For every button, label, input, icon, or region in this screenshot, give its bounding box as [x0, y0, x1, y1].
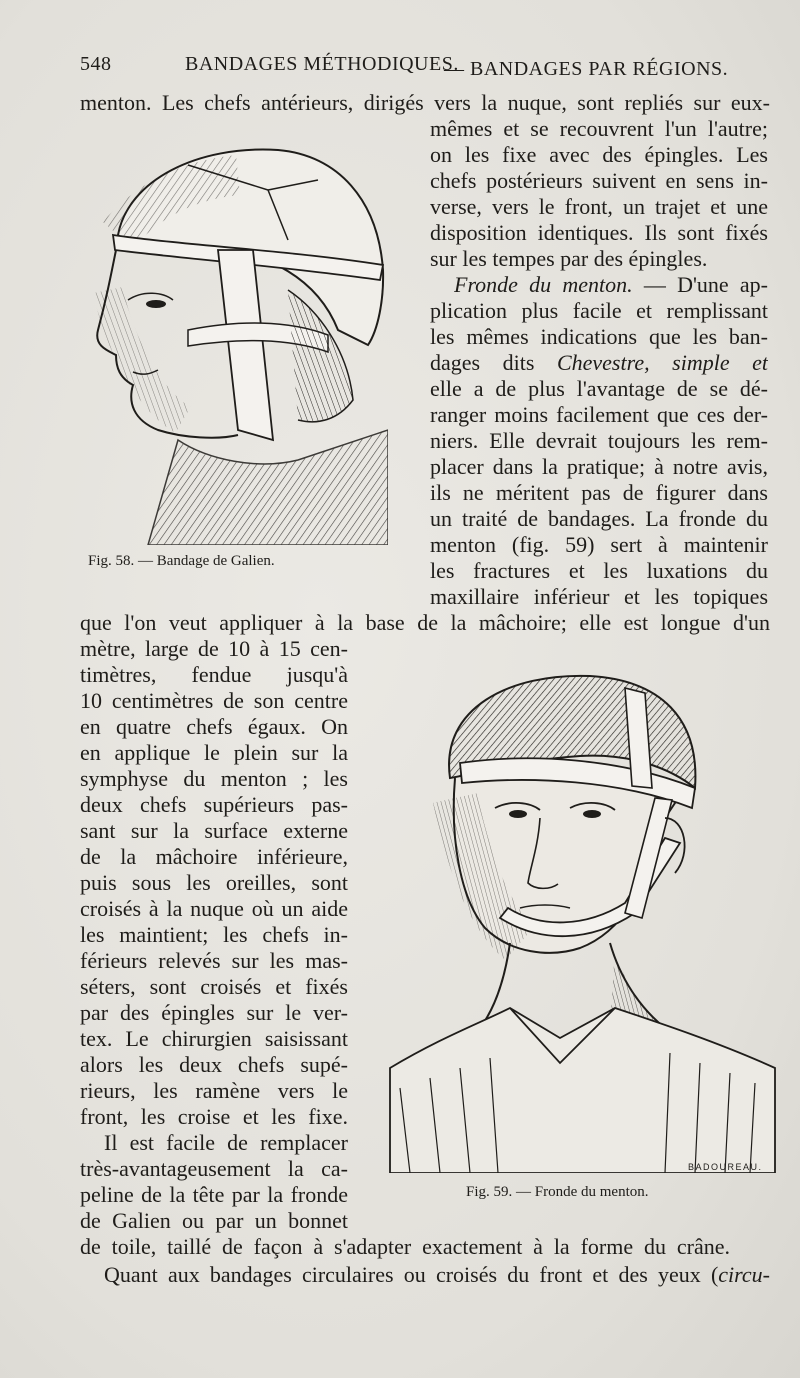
text-line: timètres, fendue jusqu'à	[80, 662, 348, 687]
text-line: en quatre chefs égaux. On	[80, 714, 348, 739]
text-fragment: dages dits	[430, 350, 557, 375]
text-line: deux chefs supérieurs pas-	[80, 792, 348, 817]
running-title: BANDAGES MÉTHODIQUES.	[185, 53, 459, 75]
text-line: placer dans la pratique; à notre avis,	[430, 454, 768, 479]
text-line: chefs postérieurs suivent en sens in-	[430, 168, 768, 193]
page-number: 548	[80, 53, 112, 75]
text-line: de la mâchoire inférieure,	[80, 844, 348, 869]
text-line: ils ne méritent pas de figurer dans	[430, 480, 768, 505]
text-fragment: Quant aux bandages circulaires ou croisés du front et des yeux (	[104, 1262, 719, 1287]
text-line: rieurs, les ramène vers le	[80, 1078, 348, 1103]
text-line: disposition identiques. Ils sont fixés	[430, 220, 768, 245]
figure-58-caption: Fig. 58. — Bandage de Galien.	[88, 553, 275, 569]
text-line: de toile, taillé de façon à s'adapter exactement à la forme du crâne.	[80, 1234, 730, 1259]
text-line: séters, sont croisés et fixés	[80, 974, 348, 999]
text-line: menton (fig. 59) sert à maintenir	[430, 532, 768, 557]
figure-59-illustration	[380, 668, 785, 1173]
figure-59-caption: Fig. 59. — Fronde du menton.	[466, 1184, 649, 1200]
text-line: front, les croise et les fixe.	[80, 1104, 348, 1129]
text-line: menton. Les chefs antérieurs, dirigés vers la nuque, sont repliés sur eux-	[80, 90, 770, 115]
text-line: en applique le plein sur la	[80, 740, 348, 765]
text-line: peline de la tête par la fronde	[80, 1182, 348, 1207]
text-line: Il est facile de remplacer	[104, 1130, 348, 1155]
text-line: croisés à la nuque où un aide	[80, 896, 348, 921]
text-line: que l'on veut appliquer à la base de la mâchoire; elle est longue d'un	[80, 610, 770, 635]
text-line: 10 centimètres de son centre	[80, 688, 348, 713]
text-italic: Chevestre, simple et	[556, 350, 768, 375]
text-line: alors les deux chefs supé-	[80, 1052, 348, 1077]
text-line: très-avantageusement la ca-	[80, 1156, 348, 1181]
text-line: mêmes et se recouvrent l'un l'autre;	[430, 116, 768, 141]
text-line: par des épingles sur le ver-	[80, 1000, 348, 1025]
text-line	[454, 272, 768, 298]
text-line: plication plus facile et remplissant	[430, 298, 768, 323]
text-line: les mêmes indications que les ban-	[430, 324, 768, 349]
text-line: maxillaire inférieur et les topiques	[430, 584, 768, 609]
text-fragment: — D'une ap-	[632, 272, 768, 297]
text-line: sur les tempes par des épingles.	[430, 246, 708, 271]
text-italic: circu-	[718, 1262, 770, 1287]
text-line: mètre, large de 10 à 15 cen-	[80, 636, 348, 661]
text-line: puis sous les oreilles, sont	[80, 870, 348, 895]
text-line: les maintient; les chefs in-	[80, 922, 348, 947]
figure-58-illustration	[88, 140, 388, 545]
text-line: de Galien ou par un bonnet	[80, 1208, 348, 1233]
text-line: ranger moins facilement que ces der-	[430, 402, 768, 427]
text-line: sant sur la surface externe	[80, 818, 348, 843]
text-line: férieurs relevés sur les mas-	[80, 948, 348, 973]
text-line: on les fixe avec des épingles. Les	[430, 142, 768, 167]
section-title: — BANDAGES PAR RÉGIONS.	[444, 58, 729, 80]
text-line	[104, 1262, 770, 1288]
text-line	[430, 350, 768, 376]
text-line: elle a de plus l'avantage de se dé-	[430, 376, 768, 401]
engraver-signature: BADOUREAU.	[688, 1162, 763, 1172]
text-line: niers. Elle devrait toujours les rem-	[430, 428, 768, 453]
text-line: verse, vers le front, un trajet et une	[430, 194, 768, 219]
section-heading-italic: Fronde du menton.	[454, 272, 633, 297]
text-line: un traité de bandages. La fronde du	[430, 506, 768, 531]
text-line: les fractures et les luxations du	[430, 558, 768, 583]
text-line: symphyse du menton ; les	[80, 766, 348, 791]
text-line: tex. Le chirurgien saisissant	[80, 1026, 348, 1051]
